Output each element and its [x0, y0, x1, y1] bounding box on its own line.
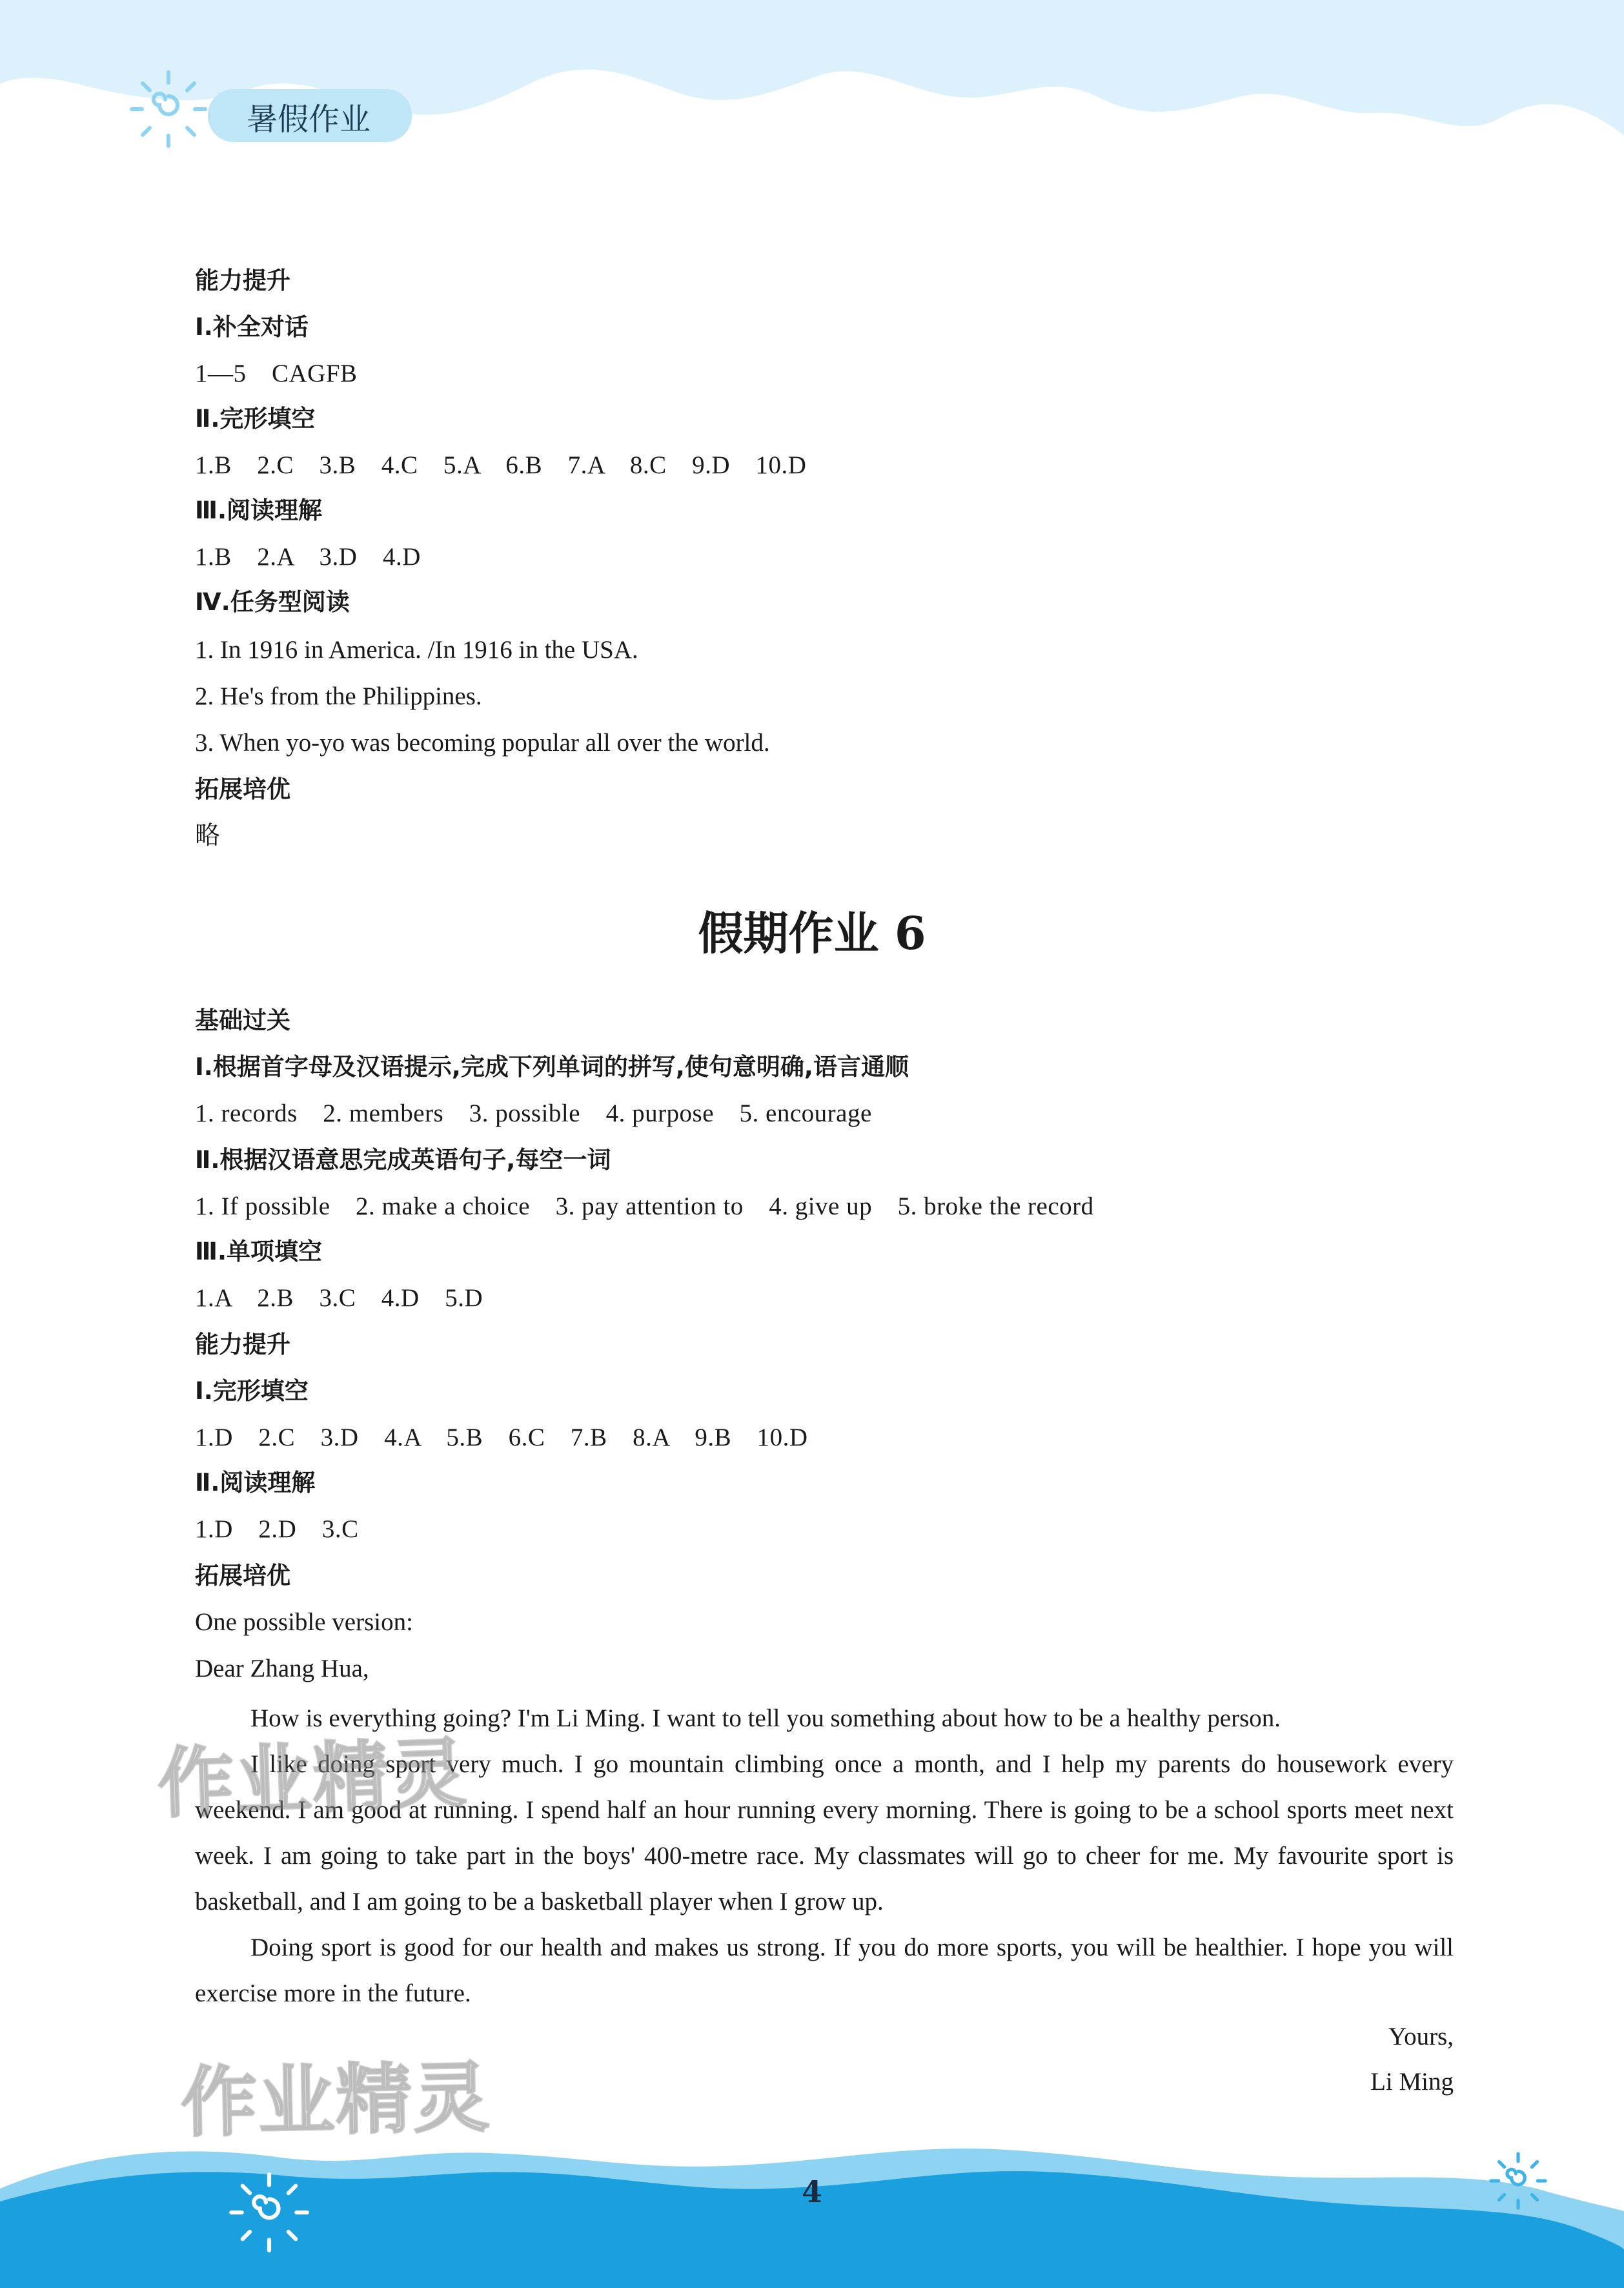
answer-line: 2. He's from the Philippines.: [195, 682, 482, 710]
letter-signature: Li Ming: [1370, 2068, 1454, 2096]
part-heading: Ⅳ.任务型阅读: [195, 588, 350, 616]
part-heading: Ⅰ.完形填空: [195, 1377, 309, 1405]
answer-line: 1.D 2.D 3.C: [195, 1515, 359, 1543]
section-heading-extend: 拓展培优: [195, 1562, 290, 1589]
watermark: 作业精灵: [156, 1728, 469, 1829]
letter-paragraph: How is everything going? I'm Li Ming. I want to tell you something about how to be a healthy person.: [250, 1704, 1281, 1732]
answer-line: 1.B 2.A 3.D 4.D: [195, 543, 421, 571]
answer-line: 1.B 2.C 3.B 4.C 5.A 6.B 7.A 8.C 9.D 10.D: [195, 451, 807, 479]
part-heading: Ⅰ.根据首字母及汉语提示,完成下列单词的拼写,使句意明确,语言通顺: [195, 1053, 909, 1081]
answer-line: 1.A 2.B 3.C 4.D 5.D: [195, 1284, 483, 1312]
answer-line: 1—5 CAGFB: [195, 360, 358, 387]
part-heading: Ⅱ.完形填空: [195, 405, 316, 433]
part-heading: Ⅱ.根据汉语意思完成英语句子,每空一词: [195, 1146, 611, 1174]
answer-line: 1.D 2.C 3.D 4.A 5.B 6.C 7.B 8.A 9.B 10.D: [195, 1424, 808, 1451]
answer-line: 1. If possible 2. make a choice 3. pay attention to 4. give up 5. broke the record: [195, 1192, 1094, 1220]
letter-greeting: Dear Zhang Hua,: [195, 1655, 369, 1682]
answer-line: 3. When yo-yo was becoming popular all over the world.: [195, 729, 770, 757]
version-label: One possible version:: [195, 1608, 413, 1636]
section-heading-ability: 能力提升: [195, 267, 290, 294]
part-heading: Ⅱ.阅读理解: [195, 1469, 316, 1496]
page-number: 4: [801, 2174, 822, 2209]
answer-line: 略: [195, 822, 221, 850]
letter-paragraph: Doing sport is good for our health and makes us strong. If you do more sports, you will be healthier. I hope you will exercise more in the future.: [195, 1934, 1454, 2007]
section-heading-extend: 拓展培优: [195, 775, 290, 803]
letter-closing: Yours,: [1388, 2023, 1454, 2050]
section-heading-ability: 能力提升: [195, 1331, 290, 1358]
letter-paragraph: I like doing sport very much. I go mountain climbing once a month, and I help my parents do housework every weekend. I am good at running. I spend half an hour running every morning. There is going to be a school sports meet next week. I am going to take part in the boys' 400-metre race. My classmates will go to cheer for me. My favourite sport is basketball, and I am going to be a basketball player when I grow up.: [195, 1750, 1454, 1915]
part-heading: Ⅲ.阅读理解: [195, 496, 323, 524]
answer-line: 1. In 1916 in America. /In 1916 in the USA.: [195, 636, 638, 664]
part-heading: Ⅲ.单项填空: [195, 1238, 323, 1265]
watermark: 作业精灵: [180, 2052, 492, 2148]
section-heading-basic: 基础过关: [195, 1006, 290, 1034]
part-heading: Ⅰ.补全对话: [195, 313, 309, 341]
answer-line: 1. records 2. members 3. possible 4. purpose 5. encourage: [195, 1099, 872, 1127]
header-title: 暑假作业: [247, 101, 371, 138]
assignment-title: 假期作业 6: [698, 906, 926, 960]
sun-icon: [127, 67, 210, 151]
